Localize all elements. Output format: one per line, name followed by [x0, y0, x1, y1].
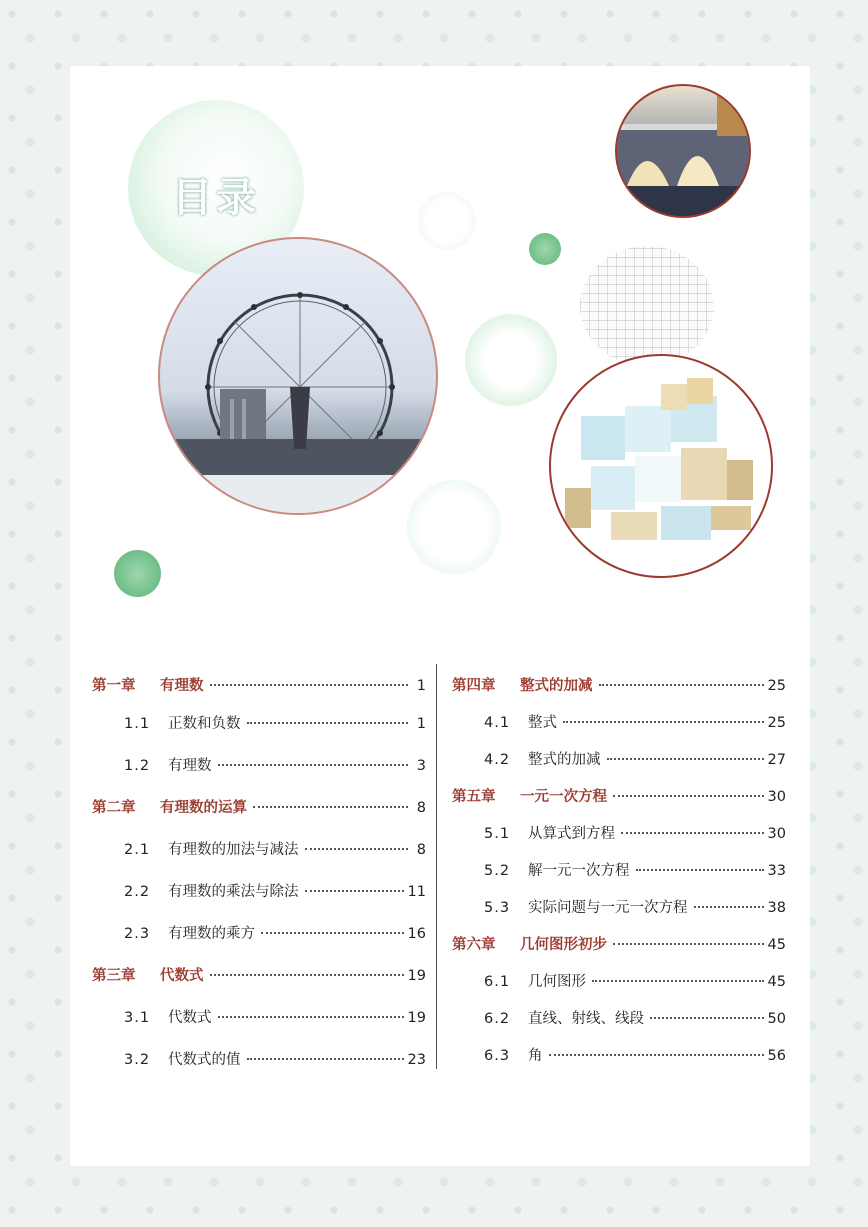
section-title: 代数式的值 [168, 1052, 241, 1068]
page-number: 19 [407, 1010, 426, 1026]
page-number: 50 [767, 1011, 786, 1027]
section-number: 1.2 [124, 758, 151, 774]
small-green-bubble [114, 550, 161, 597]
section-title: 实际问题与一元一次方程 [528, 900, 688, 916]
section-title: 有理数 [168, 758, 212, 774]
leader-dots [621, 832, 764, 834]
chapter-title: 代数式 [160, 968, 204, 984]
toc-chapter-row[interactable] [452, 933, 786, 954]
chapter-title: 有理数 [160, 678, 204, 694]
cube-blocks-image [549, 354, 773, 578]
section-number: 1.1 [124, 716, 151, 732]
page-number: 1 [416, 716, 426, 732]
toc-chapter-row[interactable] [92, 796, 426, 817]
toc-right-column [452, 674, 786, 1065]
grid-bubble-image [580, 246, 714, 366]
leader-dots [599, 684, 764, 686]
bridge-image [615, 84, 751, 218]
page-number: 1 [416, 678, 426, 694]
leader-dots [650, 1017, 764, 1019]
section-number: 4.2 [484, 752, 511, 768]
page-number: 30 [767, 789, 786, 805]
section-number: 3.2 [124, 1052, 151, 1068]
leader-dots [305, 890, 404, 892]
page-number: 25 [767, 678, 786, 694]
section-number: 6.1 [484, 974, 511, 990]
toc-section-row[interactable] [452, 822, 786, 843]
toc-left-column [92, 674, 426, 1069]
section-number: 2.2 [124, 884, 151, 900]
pale-bubble [407, 480, 501, 574]
section-title: 整式的加减 [528, 752, 601, 768]
leader-dots [613, 943, 764, 945]
toc-section-row[interactable] [92, 1048, 426, 1069]
chapter-number: 第六章 [452, 937, 496, 953]
page-number: 45 [767, 937, 786, 953]
leader-dots [613, 795, 764, 797]
leader-dots [261, 932, 404, 934]
page-number: 45 [767, 974, 786, 990]
page-number: 8 [416, 800, 426, 816]
leader-dots [607, 758, 764, 760]
leader-dots [592, 980, 764, 982]
toc-section-row[interactable] [92, 1006, 426, 1027]
section-title: 整式 [528, 715, 557, 731]
section-number: 4.1 [484, 715, 511, 731]
toc-section-row[interactable] [452, 896, 786, 917]
page-number: 11 [407, 884, 426, 900]
section-number: 5.1 [484, 826, 511, 842]
section-title: 从算式到方程 [528, 826, 615, 842]
page-number: 8 [416, 842, 426, 858]
section-title: 角 [528, 1048, 543, 1064]
section-number: 5.2 [484, 863, 511, 879]
leader-dots [305, 848, 409, 850]
page-number: 56 [767, 1048, 786, 1064]
toc-section-row[interactable] [92, 754, 426, 775]
chapter-title: 整式的加减 [520, 678, 593, 694]
section-number: 6.2 [484, 1011, 511, 1027]
leader-dots [210, 974, 404, 976]
cube-icon [551, 356, 773, 578]
chapter-title: 一元一次方程 [520, 789, 607, 805]
toc-section-row[interactable] [452, 748, 786, 769]
page-number: 38 [767, 900, 786, 916]
toc-section-row[interactable] [452, 1007, 786, 1028]
toc-section-row[interactable] [92, 838, 426, 859]
leader-dots [247, 722, 409, 724]
small-green-bubble [529, 233, 561, 265]
page-number: 16 [407, 926, 426, 942]
leader-dots [218, 764, 409, 766]
section-title: 正数和负数 [168, 716, 241, 732]
chapter-title: 有理数的运算 [160, 800, 247, 816]
section-title: 代数式 [168, 1010, 212, 1026]
column-divider [436, 664, 437, 1069]
page-number: 23 [407, 1052, 426, 1068]
chapter-number: 第四章 [452, 678, 496, 694]
page-number: 3 [416, 758, 426, 774]
toc-section-row[interactable] [92, 880, 426, 901]
leader-dots [247, 1058, 404, 1060]
page-number: 25 [767, 715, 786, 731]
toc-section-row[interactable] [452, 1044, 786, 1065]
page-number: 19 [407, 968, 426, 984]
section-title: 有理数的乘法与除法 [168, 884, 299, 900]
leader-dots [218, 1016, 404, 1018]
leader-dots [563, 721, 764, 723]
section-title: 有理数的乘方 [168, 926, 255, 942]
toc-section-row[interactable] [452, 970, 786, 991]
ferris-wheel-image [158, 237, 438, 515]
toc-chapter-row[interactable] [452, 674, 786, 695]
section-number: 2.3 [124, 926, 151, 942]
toc-chapter-row[interactable] [92, 674, 426, 695]
section-title: 有理数的加法与减法 [168, 842, 299, 858]
toc-chapter-row[interactable] [92, 964, 426, 985]
leader-dots [694, 906, 764, 908]
page-number: 33 [767, 863, 786, 879]
leader-dots [549, 1054, 764, 1056]
toc-chapter-row[interactable] [452, 785, 786, 806]
section-title: 几何图形 [528, 974, 586, 990]
page-title: 目录 [172, 175, 260, 221]
ferris-wheel-icon [160, 239, 438, 515]
chapter-number: 第三章 [92, 968, 136, 984]
page-number: 30 [767, 826, 786, 842]
leader-dots [636, 869, 764, 871]
section-title: 解一元一次方程 [528, 863, 630, 879]
leader-dots [253, 806, 408, 808]
chapter-number: 第一章 [92, 678, 136, 694]
bridge-icon [617, 86, 751, 218]
page-number: 27 [767, 752, 786, 768]
chapter-title: 几何图形初步 [520, 937, 607, 953]
toc-section-row[interactable] [452, 711, 786, 732]
chapter-number: 第五章 [452, 789, 496, 805]
section-title: 直线、射线、线段 [528, 1011, 644, 1027]
section-number: 5.3 [484, 900, 511, 916]
section-number: 3.1 [124, 1010, 151, 1026]
toc-section-row[interactable] [452, 859, 786, 880]
section-number: 6.3 [484, 1048, 511, 1064]
pale-bubble [418, 192, 476, 250]
toc-section-row[interactable] [92, 712, 426, 733]
toc-section-row[interactable] [92, 922, 426, 943]
pale-bubble [465, 314, 557, 406]
section-number: 2.1 [124, 842, 151, 858]
leader-dots [210, 684, 409, 686]
chapter-number: 第二章 [92, 800, 136, 816]
